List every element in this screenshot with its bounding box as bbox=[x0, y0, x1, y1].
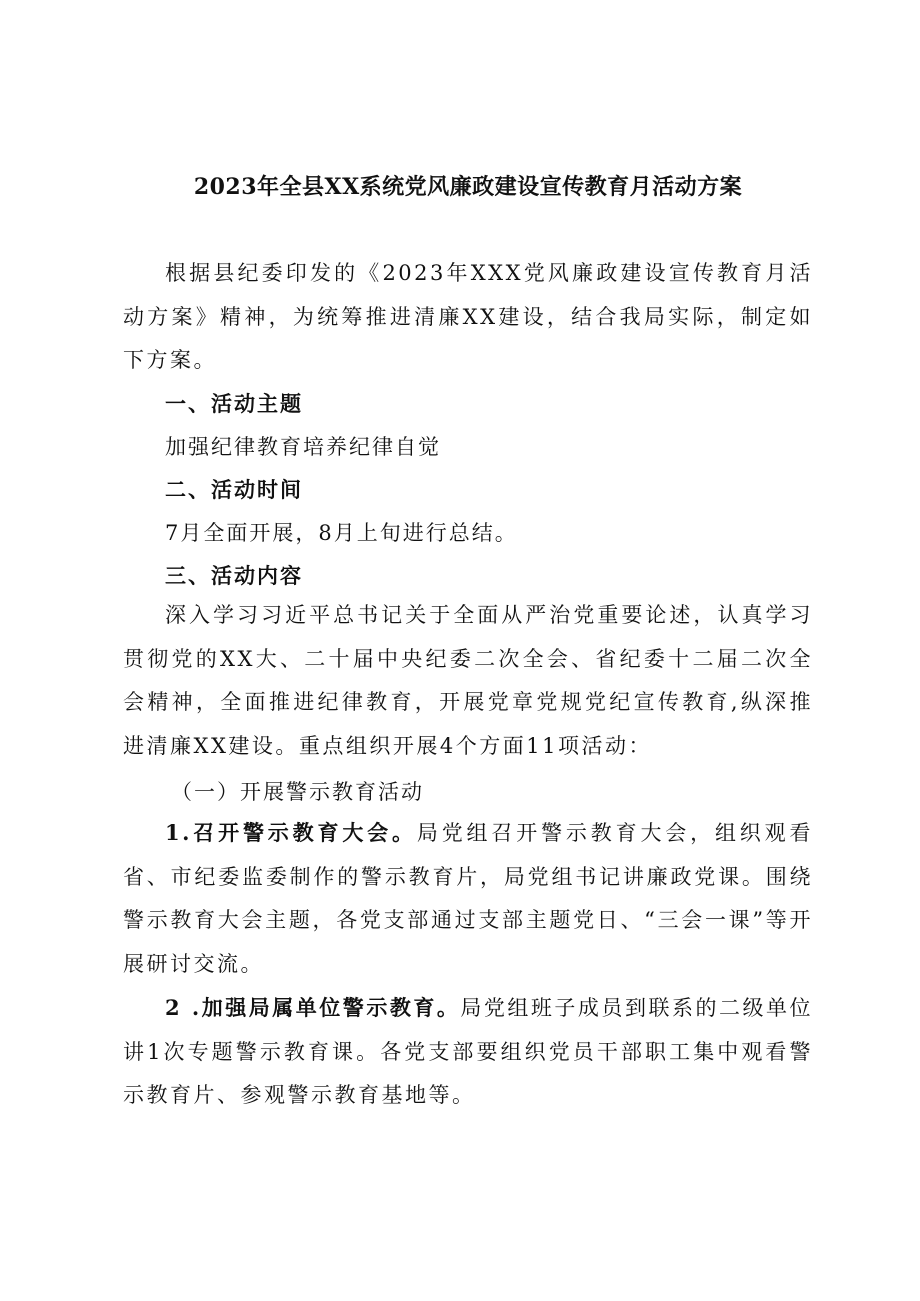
theme-text: 加强纪律教育培养纪律自觉 bbox=[165, 435, 441, 459]
document-title: 2023年全县XX系统党风廉政建设宣传教育月活动方案 bbox=[193, 174, 743, 200]
section-heading-time: 二、活动时间 bbox=[165, 477, 303, 502]
section-heading-content: 三、活动内容 bbox=[165, 563, 303, 588]
item-2-body: 局党组班子成员到联系的二级单位讲1次专题警示教育课。各党支部要组织党员干部职工集中观看警示教育片、参观警示教育基地等。 bbox=[123, 996, 814, 1107]
item-1-body: 局党组召开警示教育大会，组织观看省、市纪委监委制作的警示教育片，局党组书记讲廉政党课。围绕警示教育大会主题，各党支部通过支部主题党日、“三会一课”等开展研讨交流。 bbox=[123, 821, 813, 976]
section-heading-theme: 一、活动主题 bbox=[165, 391, 303, 416]
subsection-heading-warning: （一）开展警示教育活动 bbox=[171, 780, 424, 804]
item-1-paragraph bbox=[123, 811, 813, 986]
item-1-lead: 1.召开警示教育大会。 bbox=[165, 820, 417, 845]
content-paragraph: 深入学习习近平总书记关于全面从严治党重要论述，认真学习贯彻党的XX大、二十届中央纪委二次全会、省纪委十二届二次全会精神，全面推进纪律教育，开展党章党规党纪宣传教育,纵深推进清廉XX建设。重点组织开展4个方面11项活动： bbox=[123, 603, 813, 758]
time-text: 7月全面开展，8月上旬进行总结。 bbox=[165, 521, 518, 545]
item-2-lead: 2 .加强局属单位警示教育。 bbox=[165, 995, 461, 1020]
intro-paragraph: 根据县纪委印发的《2023年XXX党风廉政建设宣传教育月活动方案》精神，为统筹推进清廉XX建设，结合我局实际，制定如下方案。 bbox=[123, 261, 813, 372]
item-2-paragraph bbox=[123, 986, 813, 1118]
